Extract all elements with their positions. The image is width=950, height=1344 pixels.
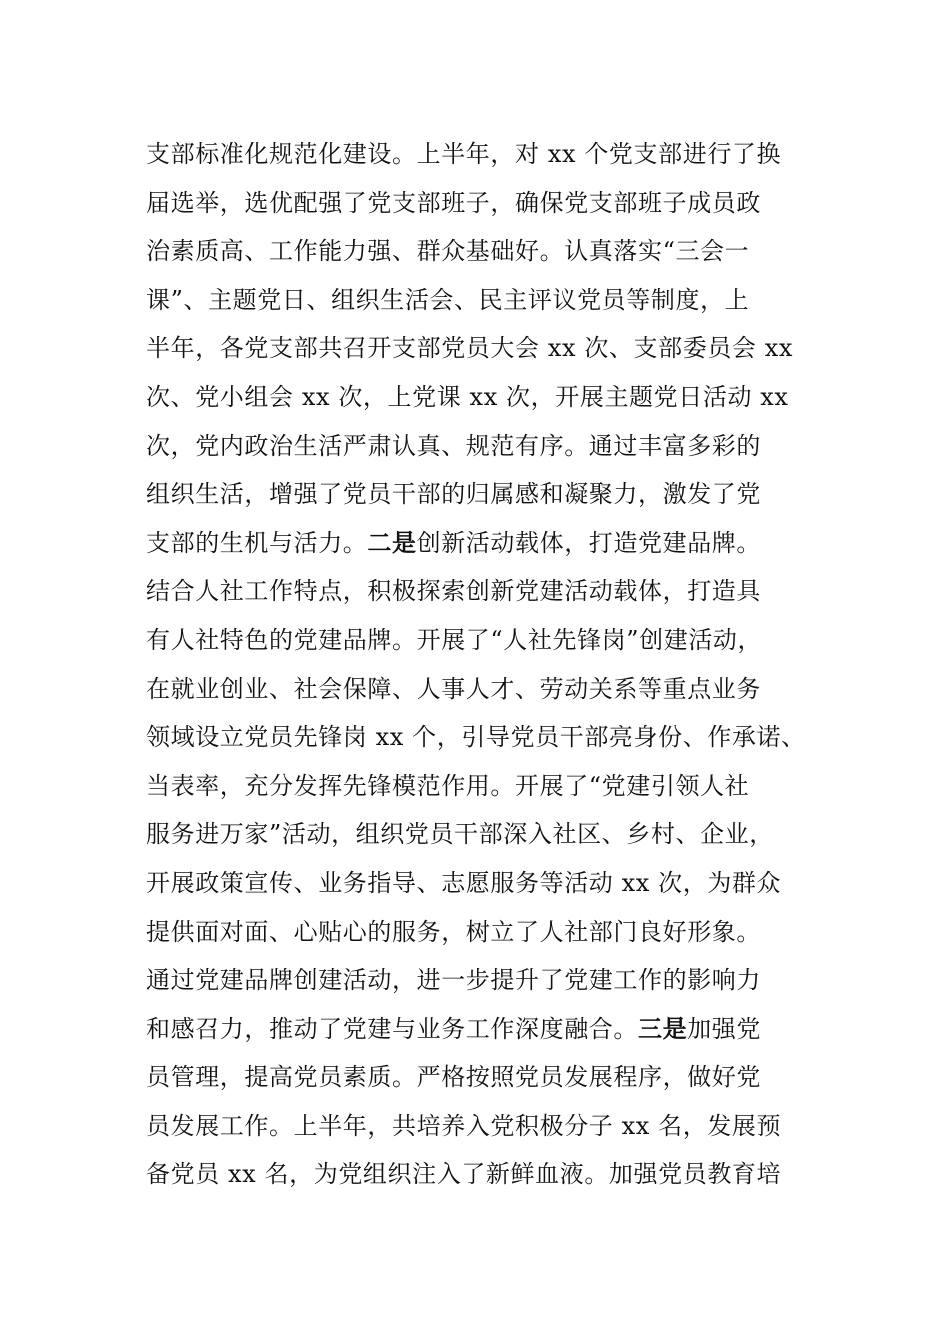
text-line bbox=[146, 713, 826, 762]
text-line bbox=[146, 665, 826, 714]
line-text: 次，党内政治生活严肃认真、规范有序。通过丰富多彩的 bbox=[146, 431, 761, 460]
text-line bbox=[146, 908, 826, 957]
line-text: 结合人社工作特点，积极探索创新党建活动载体，打造具 bbox=[146, 577, 761, 606]
text-line bbox=[146, 179, 826, 228]
body-text bbox=[146, 130, 826, 1199]
text-line bbox=[146, 810, 826, 859]
line-text: 员发展工作。上半年，共培养入党积极分子 xx 名，发展预 bbox=[146, 1111, 782, 1140]
line-text: 开展政策宣传、业务指导、志愿服务等活动 xx 次，为群众 bbox=[146, 868, 782, 897]
line-text: 在就业创业、社会保障、人事人才、劳动关系等重点业务 bbox=[146, 674, 761, 703]
text-line bbox=[146, 324, 826, 373]
text-line bbox=[146, 567, 826, 616]
text-line bbox=[146, 1005, 826, 1054]
bold-marker: 二是 bbox=[367, 527, 417, 557]
text-line bbox=[146, 956, 826, 1005]
text-line bbox=[146, 130, 826, 179]
text-line bbox=[146, 227, 826, 276]
bold-marker: 三是 bbox=[638, 1013, 688, 1043]
line-text: 通过党建品牌创建活动，进一步提升了党建工作的影响力 bbox=[146, 966, 761, 995]
line-text: 当表率，充分发挥先锋模范作用。开展了“党建引领人社 bbox=[146, 771, 750, 800]
text-line bbox=[146, 373, 826, 422]
text-line bbox=[146, 1053, 826, 1102]
text-line bbox=[146, 519, 826, 568]
text-line bbox=[146, 616, 826, 665]
line-text: 有人社特色的党建品牌。开展了“人社先锋岗”创建活动， bbox=[146, 625, 763, 654]
text-line bbox=[146, 859, 826, 908]
text-line bbox=[146, 762, 826, 811]
line-text: 创新活动载体，打造党建品牌。 bbox=[416, 528, 762, 557]
text-line bbox=[146, 422, 826, 471]
line-text: 员管理，提高党员素质。严格按照党员发展程序，做好党 bbox=[146, 1063, 761, 1092]
line-text: 备党员 xx 名，为党组织注入了新鲜血液。加强党员教育培 bbox=[146, 1160, 782, 1189]
line-text: 领域设立党员先锋岗 xx 个，引导党员干部亮身份、作承诺、 bbox=[146, 723, 806, 752]
line-text: 加强党 bbox=[687, 1014, 762, 1043]
text-line bbox=[146, 1150, 826, 1199]
line-text: 支部的生机与活力。 bbox=[146, 528, 368, 557]
line-text: 半年，各党支部共召开支部党员大会 xx 次、支部委员会 xx bbox=[146, 334, 794, 363]
line-text: 服务进万家”活动，组织党员干部深入社区、乡村、企业， bbox=[146, 820, 774, 849]
line-text: 组织生活，增强了党员干部的归属感和凝聚力，激发了党 bbox=[146, 480, 761, 509]
text-line bbox=[146, 470, 826, 519]
text-line bbox=[146, 276, 826, 325]
line-text: 提供面对面、心贴心的服务，树立了人社部门良好形象。 bbox=[146, 917, 761, 946]
line-text: 支部标准化规范化建设。上半年，对 xx 个党支部进行了换 bbox=[146, 140, 782, 168]
line-text: 治素质高、工作能力强、群众基础好。认真落实“三会一 bbox=[146, 237, 750, 266]
line-text: 届选举，选优配强了党支部班子，确保党支部班子成员政 bbox=[146, 188, 761, 217]
line-text: 和感召力，推动了党建与业务工作深度融合。 bbox=[146, 1014, 638, 1043]
line-text: 次、党小组会 xx 次，上党课 xx 次，开展主题党日活动 xx bbox=[146, 382, 789, 411]
line-text: 课”、主题党日、组织生活会、民主评议党员等制度，上 bbox=[146, 285, 750, 314]
text-line bbox=[146, 1102, 826, 1151]
